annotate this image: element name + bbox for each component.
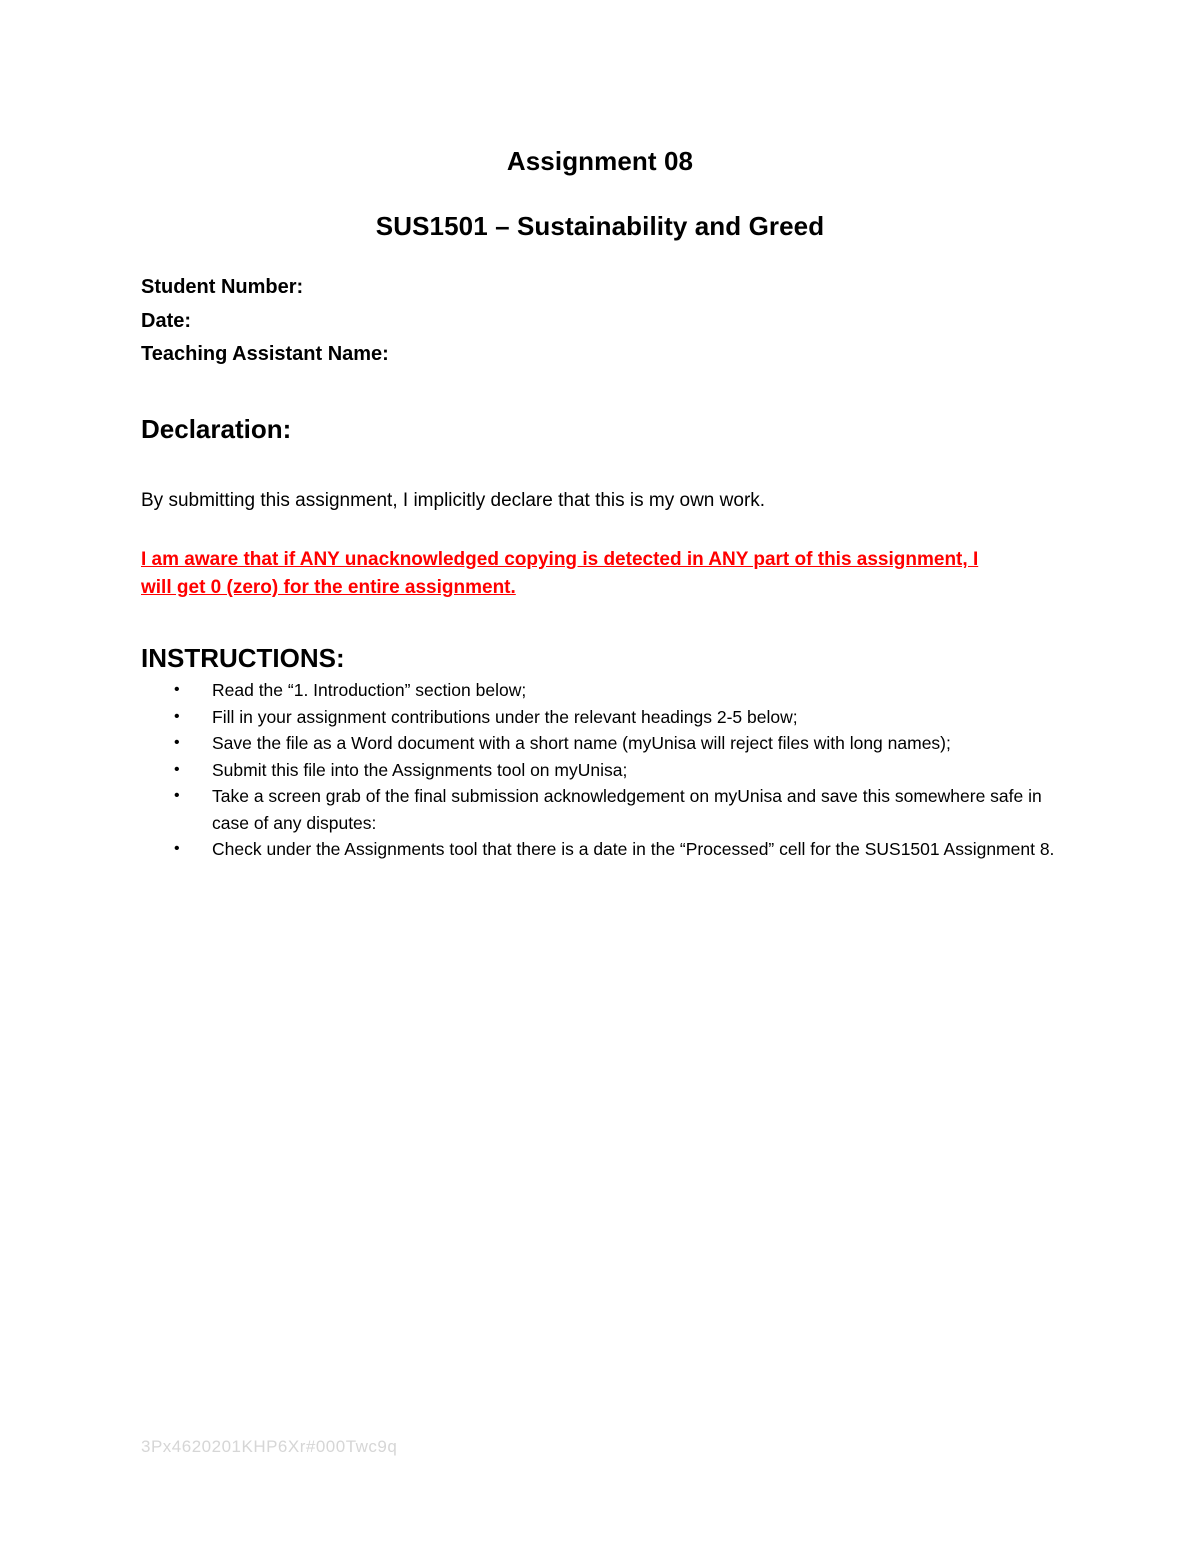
declaration-statement: By submitting this assignment, I implicitly declare that this is my own work. [141,490,766,511]
instruction-text: Check under the Assignments tool that there is a date in the “Processed” cell for the SUS1501 Assignment 8. [212,839,1055,859]
bullet-icon: • [174,787,180,804]
document-watermark: 3Px4620201KHP6Xr#000Twc9q [141,1437,398,1456]
instruction-item [141,836,1061,863]
plagiarism-warning-line-2: will get 0 (zero) for the entire assignment. [141,577,516,598]
plagiarism-warning-line-1: I am aware that if ANY unacknowledged copying is detected in ANY part of this assignment, I [141,549,979,570]
instructions-list [141,677,1061,863]
bullet-icon: • [174,681,180,698]
instruction-text: Fill in your assignment contributions under the relevant headings 2-5 below; [212,706,798,727]
instructions-heading: INSTRUCTIONS: [141,643,345,673]
bullet-icon: • [174,760,180,778]
declaration-heading: Declaration: [141,414,292,444]
document-subtitle: SUS1501 – Sustainability and Greed [375,211,825,241]
instruction-text: Read the “1. Introduction” section below; [212,680,527,700]
instruction-text: Take a screen grab of the final submission acknowledgement on myUnisa and save this somewhere safe in case of any disputes: [212,786,1042,833]
instruction-item [141,730,1061,757]
bullet-icon: • [174,707,180,725]
bullet-icon: • [174,840,180,857]
instruction-text: Submit this file into the Assignments tool on myUnisa; [212,759,628,780]
instruction-item [141,757,1061,784]
instruction-item [141,704,1061,731]
date-label: Date: [141,310,192,332]
instruction-text: Save the file as a Word document with a short name (myUnisa will reject files with long names); [212,733,951,753]
document-title: Assignment 08 [506,146,694,176]
plagiarism-warning [141,546,1061,602]
teaching-assistant-name-label: Teaching Assistant Name: [141,343,389,365]
student-number-label: Student Number: [141,276,304,298]
instruction-item [141,783,1061,836]
bullet-icon: • [174,734,180,751]
instruction-item [141,677,1061,704]
